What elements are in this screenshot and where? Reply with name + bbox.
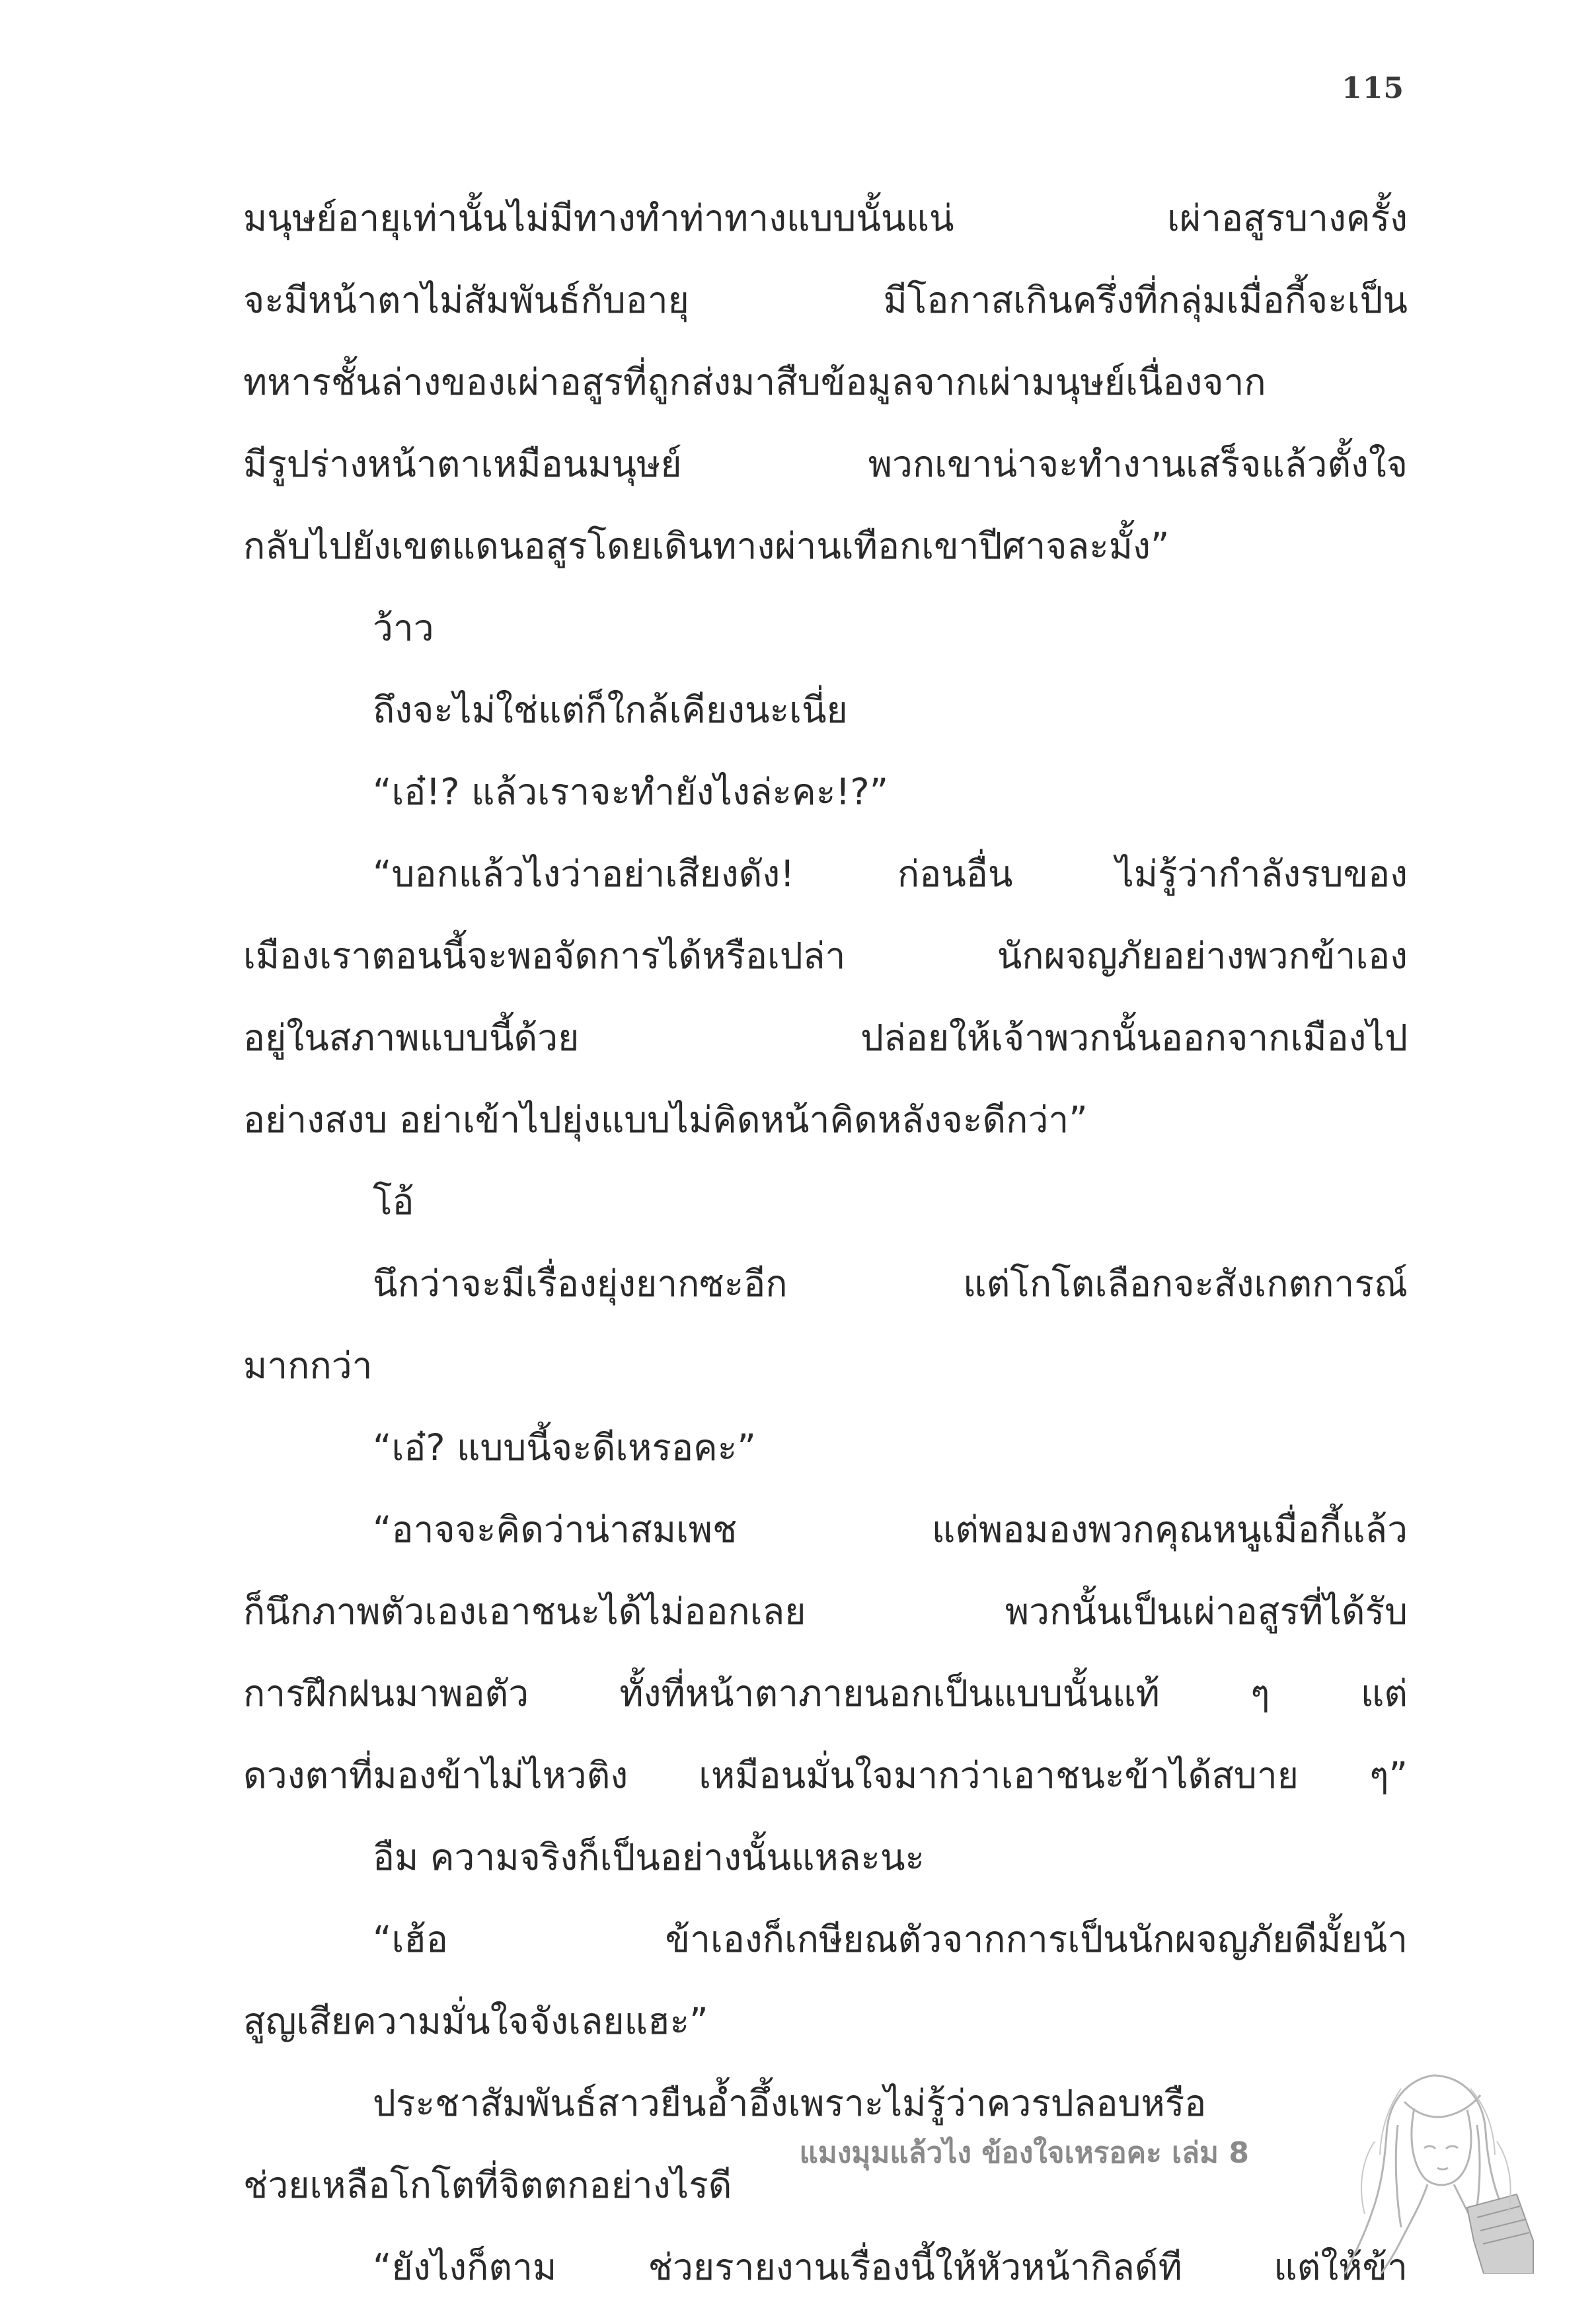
text-line: สูญเสียความมั่นใจจังเลยแฮะ” bbox=[243, 2000, 708, 2042]
text-line: “เฮ้อ ข้าเองก็เกษียณตัวจากการเป็นนักผจญภัยดีมั้ยน้า bbox=[373, 1918, 1408, 1960]
text-line: จะมีหน้าตาไม่สัมพันธ์กับอายุ มีโอกาสเกินครึ่งที่กลุ่มเมื่อกี้จะเป็น bbox=[243, 279, 1408, 321]
text-line: มากกว่า bbox=[243, 1344, 373, 1387]
character-illustration bbox=[1335, 2062, 1540, 2274]
text-line: ทหารชั้นล่างของเผ่าอสูรที่ถูกส่งมาสืบข้อมูลจากเผ่ามนุษย์เนื่องจาก bbox=[243, 361, 1266, 403]
text-line: ประชาสัมพันธ์สาวยืนอ้ำอึ้งเพราะไม่รู้ว่าควรปลอบหรือ bbox=[373, 2082, 1207, 2124]
text-line: ก็นึกภาพตัวเองเอาชนะได้ไม่ออกเลย พวกนั้นเป็นเผ่าอสูรที่ได้รับ bbox=[243, 1590, 1408, 1633]
text-line: “บอกแล้วไงว่าอย่าเสียงดัง! ก่อนอื่น ไม่รู้ว่ากำลังรบของ bbox=[373, 853, 1408, 895]
text-line: การฝึกฝนมาพอตัว ทั้งที่หน้าตาภายนอกเป็นแบบนั้นแท้ ๆ แต่ bbox=[243, 1672, 1408, 1714]
text-line: “ยังไงก็ตาม ช่วยรายงานเรื่องนี้ให้หัวหน้ากิลด์ที แต่ให้ข้า bbox=[373, 2246, 1408, 2288]
text-line: มีรูปร่างหน้าตาเหมือนมนุษย์ พวกเขาน่าจะทำงานเสร็จแล้วตั้งใจ bbox=[243, 443, 1408, 485]
book-title-footer: แมงมุมแล้วไง ข้องใจเหรอคะ เล่ม 8 bbox=[799, 2136, 1249, 2170]
text-line: อย่างสงบ อย่าเข้าไปยุ่งแบบไม่คิดหน้าคิดหลังจะดีกว่า” bbox=[243, 1098, 1088, 1141]
page-number: 115 bbox=[1342, 71, 1404, 105]
text-line: ว้าว bbox=[373, 607, 434, 649]
text-line: อยู่ในสภาพแบบนี้ด้วย ปล่อยให้เจ้าพวกนั้นออกจากเมืองไป bbox=[243, 1017, 1408, 1059]
text-line: ดวงตาที่มองข้าไม่ไหวติง เหมือนมั่นใจมากว่าเอาชนะข้าได้สบาย ๆ” bbox=[243, 1754, 1408, 1796]
text-line: อืม ความจริงก็เป็นอย่างนั้นแหละนะ bbox=[373, 1836, 925, 1878]
text-line: นึกว่าจะมีเรื่องยุ่งยากซะอีก แต่โกโตเลือกจะสังเกตการณ์ bbox=[373, 1262, 1408, 1305]
text-line: กลับไปยังเขตแดนอสูรโดยเดินทางผ่านเทือกเขาปีศาจละมั้ง” bbox=[243, 525, 1170, 567]
text-line: เมืองเราตอนนี้จะพอจัดการได้หรือเปล่า นักผจญภัยอย่างพวกข้าเอง bbox=[243, 935, 1408, 977]
text-line: มนุษย์อายุเท่านั้นไม่มีทางทำท่าทางแบบนั้นแน่ เผ่าอสูรบางครั้ง bbox=[243, 197, 1408, 239]
text-line: โอ้ bbox=[373, 1180, 414, 1223]
body-text bbox=[243, 177, 1408, 2308]
text-line: ถึงจะไม่ใช่แต่ก็ใกล้เคียงนะเนี่ย bbox=[373, 689, 848, 731]
text-line: “เอ๋!? แล้วเราจะทำยังไงล่ะคะ!?” bbox=[373, 771, 889, 813]
text-line: “เอ๋? แบบนี้จะดีเหรอคะ” bbox=[373, 1426, 756, 1469]
text-line: “อาจจะคิดว่าน่าสมเพช แต่พอมองพวกคุณหนูเมื่อกี้แล้ว bbox=[373, 1508, 1408, 1551]
text-line: ช่วยเหลือโกโตที่จิตตกอย่างไรดี bbox=[243, 2164, 732, 2206]
